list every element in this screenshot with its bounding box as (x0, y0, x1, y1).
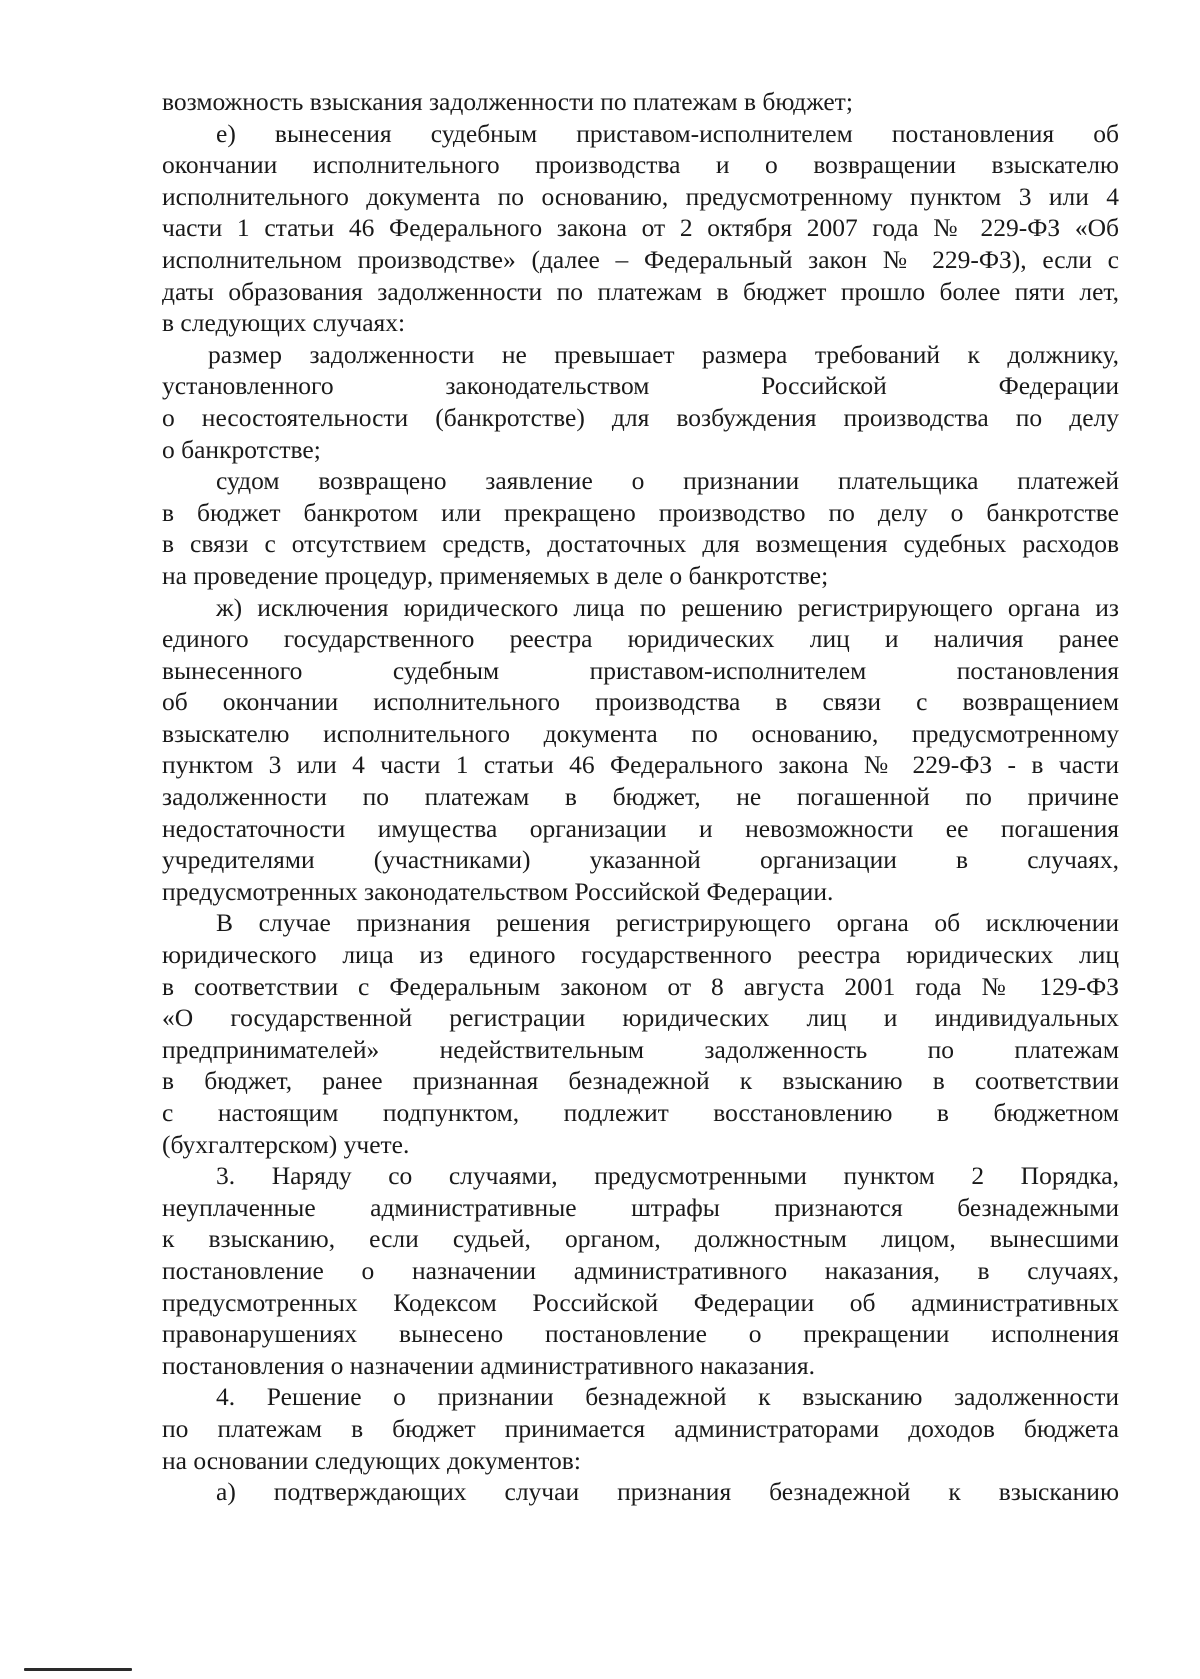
text-line: постановления о назначении административного наказания. (162, 1350, 816, 1380)
text-line: е) вынесения судебным приставом-исполнителем постановления об (216, 118, 1119, 148)
text-line: судом возвращено заявление о признании плательщика платежей (216, 466, 1119, 496)
text-line: на основании следующих документов: (162, 1445, 581, 1475)
paragraph-item-e-case-1 (162, 339, 1119, 465)
text-line: пунктом 3 или 4 части 1 статьи 46 Федерального закона № 229-ФЗ - в части (162, 750, 1119, 780)
text-line: постановление о назначении административного наказания, в случаях, (162, 1255, 1119, 1285)
text-line: правонарушениях вынесено постановление о прекращении исполнения (162, 1319, 1119, 1349)
text-line: в бюджет банкротом или прекращено производство по делу о банкротстве (162, 497, 1119, 527)
text-line: исполнительного документа по основанию, предусмотренному пунктом 3 или 4 (162, 181, 1119, 211)
document-body (162, 86, 1119, 1508)
text-line: задолженности по платежам в бюджет, не погашенной по причине (162, 782, 1119, 812)
text-line: на проведение процедур, применяемых в деле о банкротстве; (162, 560, 829, 590)
paragraph-invalid-decision (162, 907, 1119, 1160)
text-line: юридического лица из единого государственного реестра юридических лиц (162, 940, 1119, 970)
text-line: В случае признания решения регистрирующего органа об исключении (216, 908, 1119, 938)
text-line: установленного законодательством Российской Федерации (162, 371, 1119, 401)
text-line: в следующих случаях: (162, 308, 406, 338)
text-line: исполнительном производстве» (далее – Федеральный закон № 229-ФЗ), если с (162, 244, 1119, 274)
text-line: о несостоятельности (банкротстве) для возбуждения производства по делу (162, 402, 1119, 432)
paragraph-continuation (162, 86, 1119, 118)
text-line: о банкротстве; (162, 434, 321, 464)
paragraph-item-e (162, 118, 1119, 339)
text-line: в связи с отсутствием средств, достаточных для возмещения судебных расходов (162, 529, 1119, 559)
text-line: предусмотренных законодательством Российской Федерации. (162, 876, 834, 906)
text-line: возможность взыскания задолженности по платежам в бюджет; (162, 87, 853, 116)
text-line: размер задолженности не превышает размера требований к должнику, (208, 339, 1119, 369)
text-line: неуплаченные административные штрафы признаются безнадежными (162, 1192, 1119, 1222)
text-line: с настоящим подпунктом, подлежит восстановлению в бюджетном (162, 1098, 1119, 1127)
text-line: предпринимателей» недействительным задолженность по платежам (162, 1034, 1119, 1064)
paragraph-item-a (162, 1476, 1119, 1508)
text-line: в бюджет, ранее признанная безнадежной к взысканию в соответствии (162, 1066, 1119, 1096)
text-line: к взысканию, если судьей, органом, должностным лицом, вынесшими (162, 1224, 1119, 1254)
text-line: по платежам в бюджет принимается администраторами доходов бюджета (162, 1413, 1119, 1443)
text-line: в соответствии с Федеральным законом от 8 августа 2001 года № 129-ФЗ (162, 971, 1119, 1001)
paragraph-item-e-case-2 (162, 465, 1119, 591)
paragraph-item-3 (162, 1160, 1119, 1381)
text-line: вынесенного судебным приставом-исполнителем постановления (162, 655, 1119, 685)
paragraph-item-zh (162, 592, 1119, 908)
text-line: недостаточности имущества организации и невозможности ее погашения (162, 813, 1119, 843)
text-line: взыскателю исполнительного документа по основанию, предусмотренному (162, 718, 1119, 748)
text-line: учредителями (участниками) указанной организации в случаях, (162, 845, 1119, 875)
text-line: а) подтверждающих случаи признания безнадежной к взысканию (216, 1477, 1119, 1507)
text-line: предусмотренных Кодексом Российской Федерации об административных (162, 1287, 1119, 1317)
text-line: даты образования задолженности по платежам в бюджет прошло более пяти лет, (162, 276, 1119, 306)
text-line: 3. Наряду со случаями, предусмотренными пунктом 2 Порядка, (216, 1161, 1119, 1191)
scan-edge-mark (24, 1668, 132, 1671)
text-line: части 1 статьи 46 Федерального закона от 2 октября 2007 года № 229-ФЗ «Об (162, 213, 1119, 243)
text-line: об окончании исполнительного производства в связи с возвращением (162, 687, 1119, 717)
text-line: единого государственного реестра юридических лиц и наличия ранее (162, 624, 1119, 654)
text-line: окончании исполнительного производства и о возвращении взыскателю (162, 150, 1119, 180)
text-line: (бухгалтерском) учете. (162, 1129, 410, 1159)
text-line: ж) исключения юридического лица по решению регистрирующего органа из (216, 592, 1119, 622)
text-line: 4. Решение о признании безнадежной к взысканию задолженности (216, 1382, 1119, 1412)
paragraph-item-4 (162, 1381, 1119, 1476)
text-line: «О государственной регистрации юридических лиц и индивидуальных (162, 1003, 1119, 1033)
